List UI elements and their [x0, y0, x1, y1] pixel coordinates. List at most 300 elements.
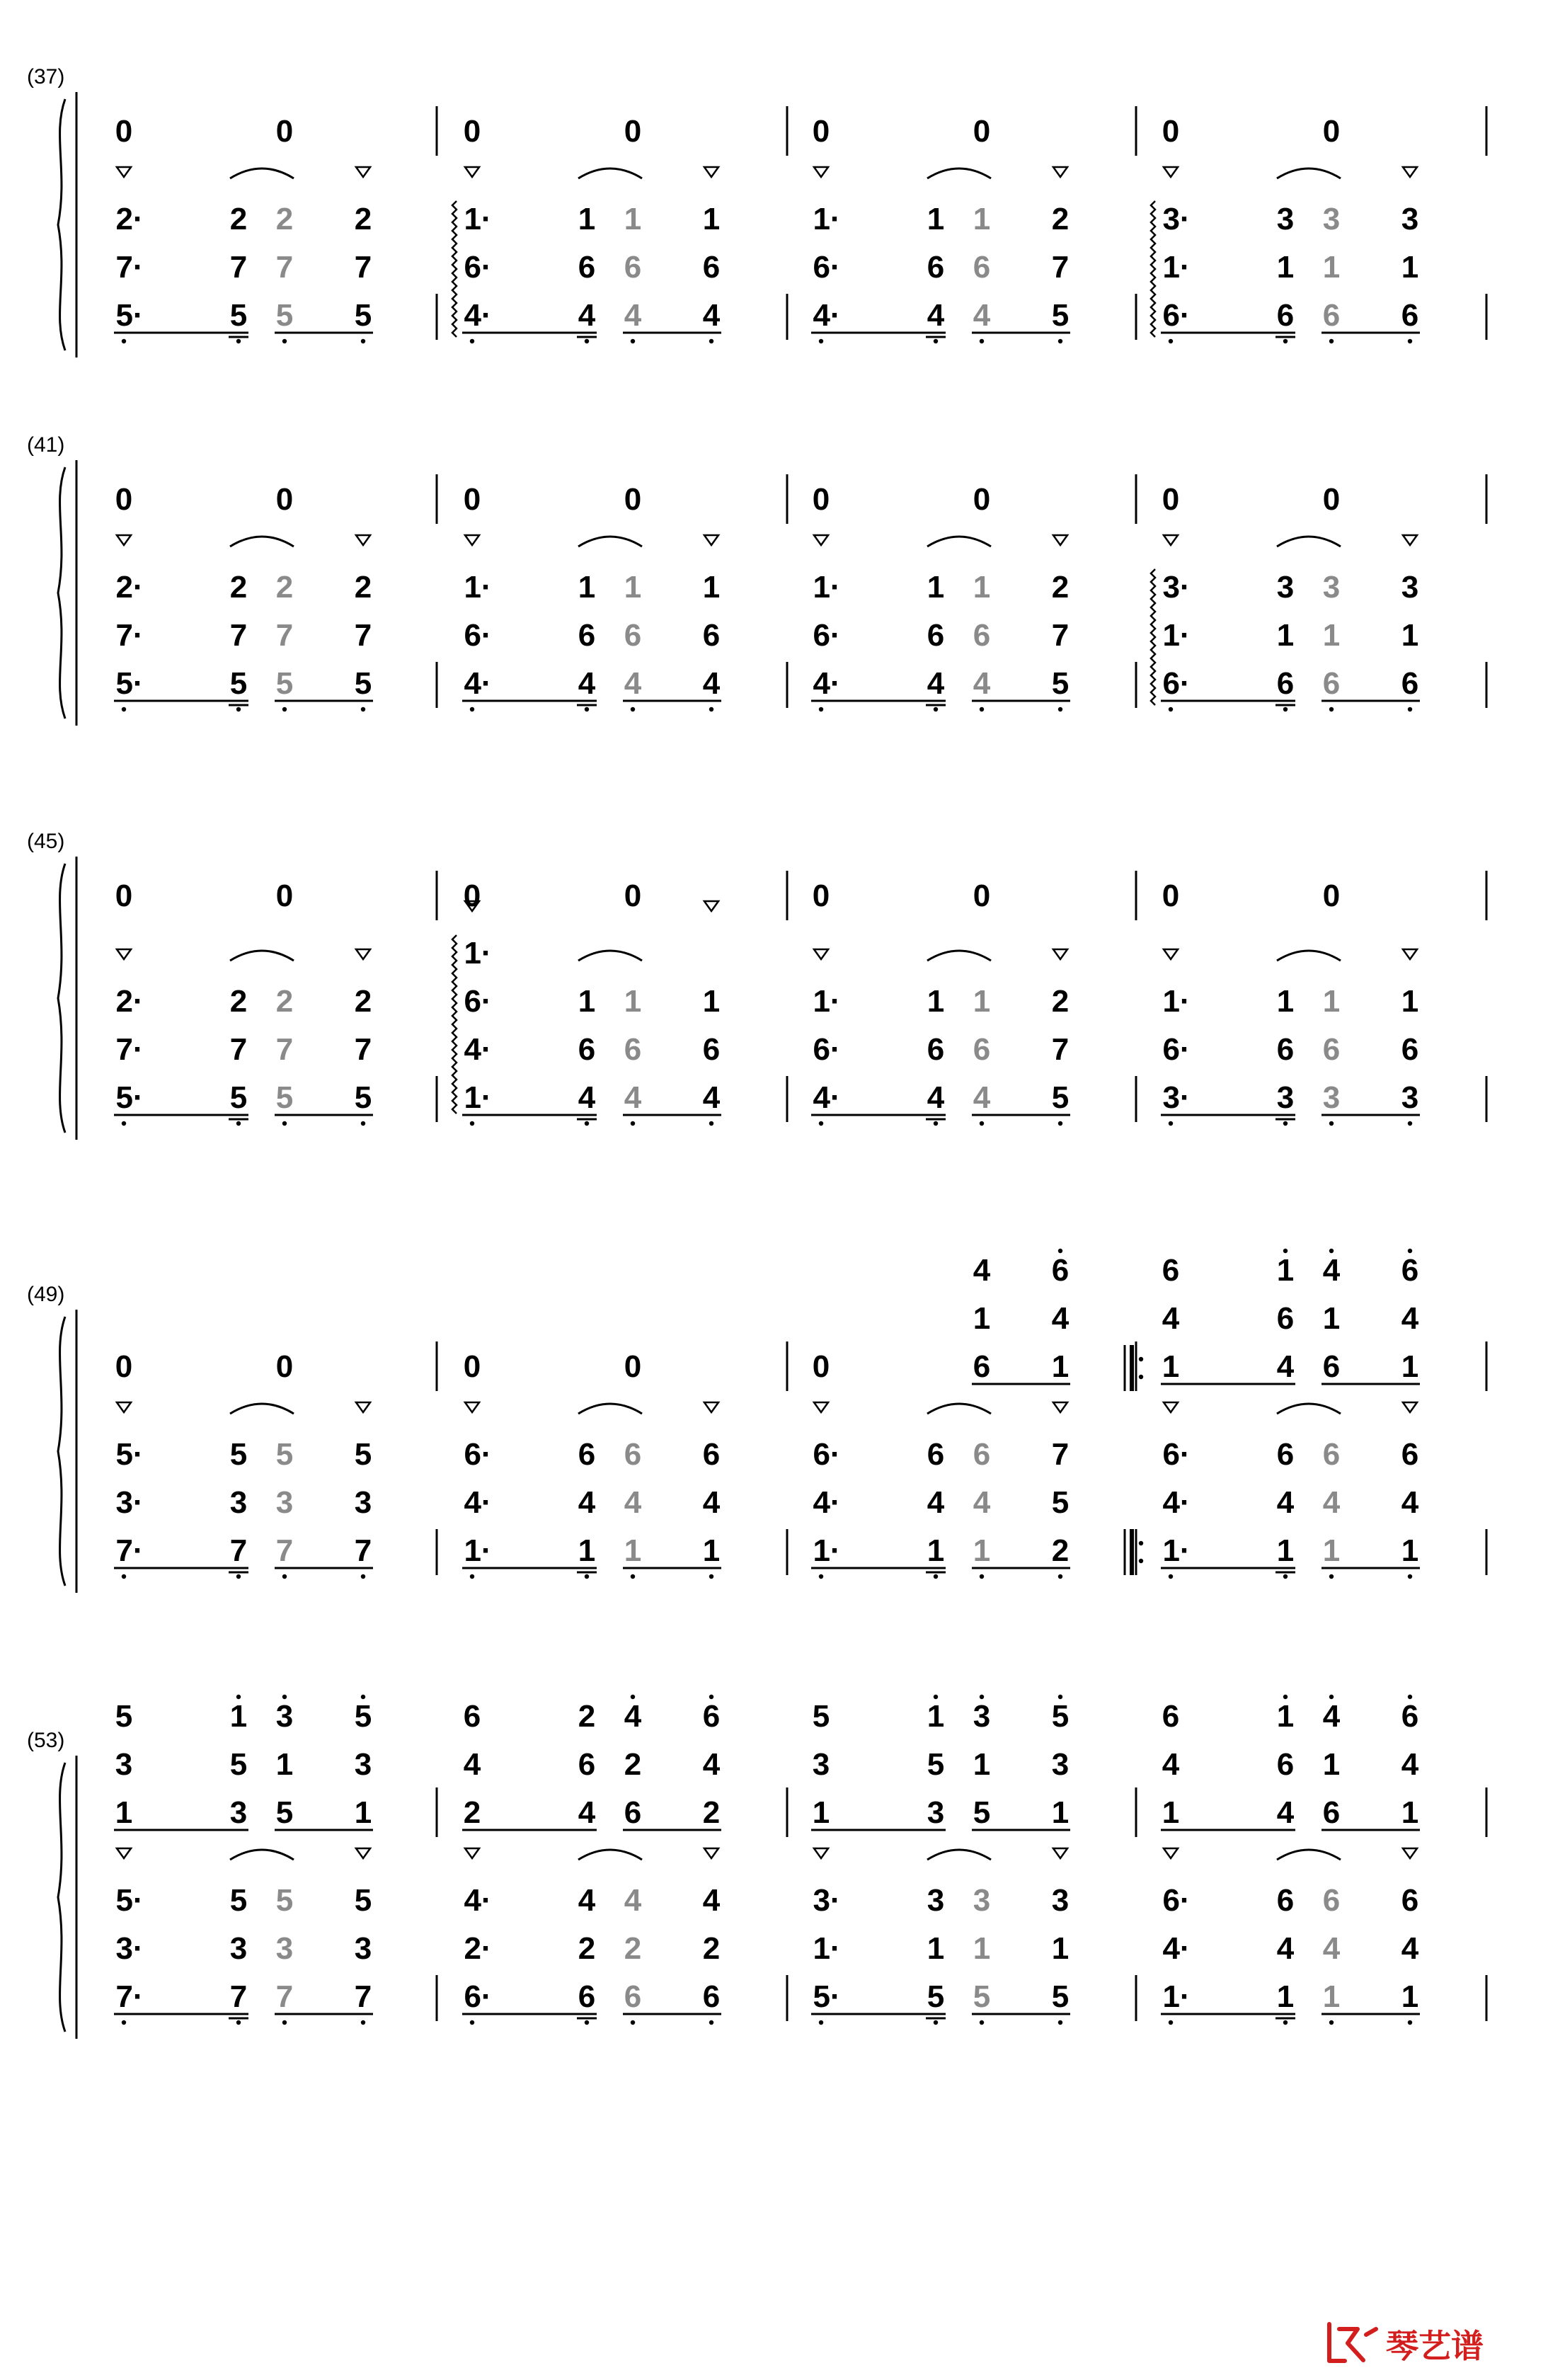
chord-note: 3: [275, 1699, 294, 1734]
low-octave-dot: [709, 339, 713, 343]
note: 4·: [813, 1080, 841, 1115]
high-octave-dot: [1329, 1249, 1334, 1253]
note: 7: [1051, 250, 1070, 285]
low-octave-dot: [122, 2020, 126, 2025]
tied-note: 2: [275, 202, 294, 236]
note: 5·: [115, 1080, 144, 1115]
tied-note: 3: [1322, 570, 1341, 605]
chord-note: 6: [578, 1747, 596, 1782]
brace: [58, 1763, 65, 2032]
low-octave-dot: [282, 339, 287, 343]
lower-measure: [811, 1402, 1070, 1579]
tied-note: 1: [1322, 250, 1341, 285]
lower-measure: [114, 949, 373, 1126]
accent-triangle-icon: [1403, 535, 1417, 545]
brand-logo: [1329, 2324, 1484, 2364]
lower-measure: [462, 535, 721, 711]
note: 2: [1051, 984, 1070, 1019]
tied-note: 5: [275, 666, 294, 701]
brace: [58, 864, 65, 1133]
accent-triangle-icon: [1164, 1848, 1178, 1858]
rest-zero: 0: [115, 482, 133, 517]
accent-triangle-icon: [1164, 167, 1178, 177]
note: 4·: [464, 1485, 492, 1520]
repeat-dot: [1139, 1559, 1143, 1563]
low-octave-dot: [709, 2020, 713, 2025]
lower-measure: [811, 167, 1070, 343]
note: 1·: [1162, 1979, 1191, 2014]
lower-measure: [114, 1402, 373, 1579]
upper-measure: [115, 114, 293, 149]
note: 2: [354, 202, 372, 236]
tie-arc: [578, 951, 642, 961]
low-octave-dot: [709, 1121, 713, 1126]
upper-measure: [811, 1695, 1070, 1830]
tie-arc: [230, 168, 294, 178]
note: 2: [229, 202, 248, 236]
accent-triangle-icon: [704, 1848, 718, 1858]
low-octave-dot: [1329, 1574, 1334, 1579]
tie-arc: [927, 951, 991, 961]
note: 3: [927, 1883, 945, 1918]
low-octave-dot: [282, 1121, 287, 1126]
note: 7: [229, 1533, 248, 1568]
tied-note: 7: [275, 618, 294, 653]
system-3: [27, 830, 1486, 1140]
note: 3: [1276, 202, 1295, 236]
tied-note: 1: [973, 1931, 991, 1966]
accent-triangle-icon: [1164, 1402, 1178, 1412]
note: 1: [1401, 984, 1419, 1019]
accent-triangle-icon: [1403, 949, 1417, 959]
low-octave-dot: [585, 1574, 589, 1579]
note: 4: [578, 1485, 596, 1520]
lower-measure: [1161, 949, 1420, 1126]
note: 7·: [115, 250, 144, 285]
low-octave-dot: [585, 707, 589, 711]
tie-arc: [1277, 537, 1341, 547]
tied-note: 4: [624, 1080, 642, 1115]
note: 1·: [813, 1533, 841, 1568]
chord-note: 1: [927, 1699, 945, 1734]
note: 3: [1401, 570, 1419, 605]
arpeggio-squiggle: [1151, 569, 1155, 705]
note: 6: [578, 1032, 596, 1067]
note: 4·: [464, 298, 492, 333]
note: 6: [927, 1032, 945, 1067]
note: 1: [702, 1533, 721, 1568]
chord-note: 3: [229, 1795, 248, 1830]
note: 5: [1051, 1485, 1070, 1520]
tie-arc: [1277, 1850, 1341, 1860]
note: 1: [578, 984, 596, 1019]
chord-note: 1: [1276, 1699, 1295, 1734]
note: 2: [229, 984, 248, 1019]
chord-note: 6: [1401, 1253, 1419, 1288]
chord-note: 6: [1162, 1253, 1180, 1288]
tied-note: 1: [1322, 1979, 1341, 2014]
upper-measure: [1162, 114, 1340, 149]
note: 6: [927, 1437, 945, 1472]
arpeggio-squiggle: [1151, 201, 1155, 337]
note: 1·: [464, 202, 492, 236]
upper-measure: [813, 879, 990, 913]
accent-triangle-icon: [356, 949, 370, 959]
chord-note: 3: [927, 1795, 945, 1830]
arpeggio-squiggle: [452, 935, 457, 1114]
note: 6·: [464, 618, 492, 653]
lower-measure: [1151, 535, 1420, 711]
lower-measure: [462, 1848, 721, 2025]
note: 6: [702, 618, 721, 653]
accent-triangle-icon: [356, 167, 370, 177]
note: 4·: [464, 666, 492, 701]
lower-measure: [811, 535, 1070, 711]
note: 5: [229, 1883, 248, 1918]
low-octave-dot: [361, 1121, 365, 1126]
tied-note: 1: [1322, 618, 1341, 653]
upper-measure: [464, 879, 641, 913]
note: 7: [354, 1533, 372, 1568]
system-5: [27, 1695, 1486, 2039]
note: 6·: [464, 1437, 492, 1472]
rest-zero: 0: [1162, 114, 1180, 149]
note: 3·: [813, 1883, 841, 1918]
chord-note: 4: [702, 1747, 721, 1782]
chord-note: 1: [275, 1747, 294, 1782]
low-octave-dot: [1058, 339, 1062, 343]
note: 3: [1401, 202, 1419, 236]
note: 6: [1276, 298, 1295, 333]
measure-number: (53): [27, 1729, 65, 1752]
accent-triangle-icon: [465, 535, 479, 545]
brace: [58, 467, 65, 719]
note: 7: [229, 250, 248, 285]
low-octave-dot: [236, 2020, 241, 2025]
chord-note: 1: [115, 1795, 133, 1830]
note: 2·: [115, 984, 144, 1019]
accent-triangle-icon: [1053, 167, 1067, 177]
note: 4·: [813, 1485, 841, 1520]
low-octave-dot: [236, 339, 241, 343]
low-octave-dot: [1408, 339, 1412, 343]
rest-zero: 0: [275, 114, 294, 149]
upper-measure: [115, 879, 293, 913]
note: 5: [229, 1437, 248, 1472]
low-octave-dot: [282, 707, 287, 711]
accent-triangle-icon: [1053, 949, 1067, 959]
note: 5·: [115, 1883, 144, 1918]
chord-note: 2: [578, 1699, 596, 1734]
note: 4: [1276, 1931, 1295, 1966]
note: 1: [1401, 618, 1419, 653]
arpeggio-squiggle: [452, 201, 457, 337]
note: 4: [1401, 1485, 1419, 1520]
tied-note: 1: [973, 1533, 991, 1568]
note: 4: [578, 1883, 596, 1918]
low-octave-dot: [236, 1574, 241, 1579]
note: 6: [578, 618, 596, 653]
note: 6·: [1162, 1032, 1191, 1067]
note: 6: [1401, 1032, 1419, 1067]
rest-zero: 0: [463, 1349, 481, 1384]
note: 3·: [115, 1485, 144, 1520]
note: 4: [578, 1080, 596, 1115]
tied-note: 3: [973, 1883, 991, 1918]
note: 5·: [115, 298, 144, 333]
repeat-dot: [1139, 1541, 1143, 1545]
upper-measure: [1125, 1249, 1420, 1391]
chord-note: 4: [624, 1699, 642, 1734]
note: 5: [229, 666, 248, 701]
chord-note: 1: [229, 1699, 248, 1734]
low-octave-dot: [1169, 1121, 1173, 1126]
note: 2: [354, 570, 372, 605]
high-octave-dot: [934, 1695, 938, 1699]
system-4: [27, 1249, 1486, 1593]
chord-note: 1: [1401, 1349, 1419, 1384]
system-1: [27, 65, 1486, 357]
tie-arc: [230, 537, 294, 547]
low-octave-dot: [122, 1121, 126, 1126]
accent-triangle-icon: [117, 167, 131, 177]
low-octave-dot: [631, 1121, 635, 1126]
low-octave-dot: [470, 1574, 474, 1579]
note: 2: [354, 984, 372, 1019]
lower-measure: [811, 1848, 1070, 2025]
low-octave-dot: [1058, 707, 1062, 711]
high-octave-dot: [1283, 1249, 1288, 1253]
note: 7: [229, 1032, 248, 1067]
chord-note: 1: [1322, 1747, 1341, 1782]
note: 7·: [115, 1032, 144, 1067]
note: 3·: [1162, 570, 1191, 605]
low-octave-dot: [122, 339, 126, 343]
chord-note: 6: [463, 1699, 481, 1734]
tied-note: 7: [275, 1979, 294, 2014]
chord-note: 3: [812, 1747, 830, 1782]
chord-note: 4: [1162, 1301, 1180, 1336]
rest-zero: 0: [812, 879, 830, 913]
lower-measure: [1151, 167, 1420, 343]
note: 7: [354, 1032, 372, 1067]
note: 4·: [1162, 1931, 1191, 1966]
chord-note: 5: [275, 1795, 294, 1830]
low-octave-dot: [980, 339, 984, 343]
low-octave-dot: [1283, 707, 1288, 711]
note: 2: [1051, 570, 1070, 605]
note: 6: [702, 1437, 721, 1472]
chord-note: 4: [1401, 1747, 1419, 1782]
upper-measure: [464, 1349, 641, 1384]
note: 4: [927, 1080, 945, 1115]
accent-triangle-icon: [814, 1848, 828, 1858]
note: 1·: [813, 570, 841, 605]
note: 5: [354, 1080, 372, 1115]
note: 3: [354, 1931, 372, 1966]
low-octave-dot: [631, 707, 635, 711]
note: 7·: [115, 1533, 144, 1568]
low-octave-dot: [1329, 707, 1334, 711]
high-octave-dot: [1408, 1695, 1412, 1699]
note: 1: [1276, 984, 1295, 1019]
chord-note: 3: [1051, 1747, 1070, 1782]
rest-zero: 0: [1162, 482, 1180, 517]
low-octave-dot: [361, 707, 365, 711]
note: 4: [702, 666, 721, 701]
rest-zero: 0: [275, 879, 294, 913]
tied-note: 1: [624, 984, 642, 1019]
note: 2: [229, 570, 248, 605]
note: 7: [229, 618, 248, 653]
note: 1: [927, 984, 945, 1019]
tie-arc: [927, 1850, 991, 1860]
note: 5: [354, 1437, 372, 1472]
tied-note: 1: [973, 984, 991, 1019]
note: 5: [1051, 1979, 1070, 2014]
chord-note: 6: [1401, 1699, 1419, 1734]
note: 5: [354, 298, 372, 333]
note: 5: [1051, 298, 1070, 333]
measure-number: (41): [27, 433, 65, 457]
tie-arc: [578, 168, 642, 178]
accent-triangle-icon: [814, 167, 828, 177]
chord-note: 1: [1051, 1349, 1070, 1384]
low-octave-dot: [934, 2020, 938, 2025]
upper-measure: [115, 1349, 293, 1384]
low-octave-dot: [819, 2020, 823, 2025]
note: 1: [927, 1533, 945, 1568]
note: 1: [927, 202, 945, 236]
rest-zero: 0: [275, 1349, 294, 1384]
tied-note: 3: [1322, 202, 1341, 236]
note: 7: [1051, 1437, 1070, 1472]
accent-triangle-icon: [465, 1848, 479, 1858]
note: 6·: [1162, 1437, 1191, 1472]
low-octave-dot: [236, 1121, 241, 1126]
chord-note: 6: [624, 1795, 642, 1830]
accent-triangle-icon: [117, 1848, 131, 1858]
note: 6·: [813, 1437, 841, 1472]
accent-triangle-icon: [704, 1402, 718, 1412]
low-octave-dot: [236, 707, 241, 711]
note: 4: [927, 1485, 945, 1520]
note: 4: [702, 1080, 721, 1115]
tied-note: 6: [1322, 298, 1341, 333]
note: 1: [702, 570, 721, 605]
tied-note: 1: [624, 202, 642, 236]
note: 5: [1051, 1080, 1070, 1115]
note: 7: [354, 618, 372, 653]
accent-triangle-icon: [1053, 1402, 1067, 1412]
note: 6·: [1162, 1883, 1191, 1918]
low-octave-dot: [361, 339, 365, 343]
chord-note: 5: [812, 1699, 830, 1734]
rest-zero: 0: [463, 482, 481, 517]
chord-note: 5: [354, 1699, 372, 1734]
tied-note: 4: [624, 666, 642, 701]
lower-measure: [452, 901, 721, 1126]
accent-triangle-icon: [704, 167, 718, 177]
system-2: [27, 433, 1486, 726]
accent-triangle-icon: [1053, 1848, 1067, 1858]
note: 5: [927, 1979, 945, 2014]
low-octave-dot: [1329, 2020, 1334, 2025]
chord-note: 6: [1322, 1795, 1341, 1830]
tied-note: 6: [1322, 1437, 1341, 1472]
tied-note: 4: [973, 298, 991, 333]
note: 1: [578, 570, 596, 605]
chord-note: 4: [578, 1795, 596, 1830]
note: 7: [1051, 1032, 1070, 1067]
tie-arc: [1277, 1404, 1341, 1414]
note: 6·: [813, 1032, 841, 1067]
low-octave-dot: [1283, 339, 1288, 343]
chord-note: 4: [463, 1747, 481, 1782]
tie-arc: [230, 1404, 294, 1414]
low-octave-dot: [980, 1574, 984, 1579]
note: 6·: [464, 1979, 492, 2014]
note: 6: [702, 250, 721, 285]
tie-arc: [1277, 951, 1341, 961]
note: 1·: [464, 936, 492, 971]
accent-triangle-icon: [814, 535, 828, 545]
note: 6: [578, 1979, 596, 2014]
systems: [27, 65, 1486, 2039]
note: 3: [354, 1485, 372, 1520]
tied-note: 6: [624, 1437, 642, 1472]
chord-note: 6: [1162, 1699, 1180, 1734]
low-octave-dot: [1058, 1574, 1062, 1579]
note: 3: [1051, 1883, 1070, 1918]
rest-zero: 0: [624, 1349, 642, 1384]
note: 5: [229, 1080, 248, 1115]
tied-note: 4: [624, 298, 642, 333]
chord-note: 6: [702, 1699, 721, 1734]
note: 4: [702, 1883, 721, 1918]
tied-note: 4: [624, 1883, 642, 1918]
accent-triangle-icon: [1403, 167, 1417, 177]
upper-measure: [813, 1249, 1070, 1384]
accent-triangle-icon: [356, 1402, 370, 1412]
low-octave-dot: [122, 707, 126, 711]
chord-note: 5: [973, 1795, 991, 1830]
upper-measure: [1162, 482, 1340, 517]
tied-note: 6: [973, 1032, 991, 1067]
tied-note: 5: [973, 1979, 991, 2014]
note: 2: [702, 1931, 721, 1966]
tied-note: 4: [973, 666, 991, 701]
note: 5: [354, 1883, 372, 1918]
note: 4·: [813, 298, 841, 333]
note: 4: [927, 666, 945, 701]
chord-note: 3: [354, 1747, 372, 1782]
chord-note: 3: [973, 1699, 991, 1734]
tie-arc: [927, 537, 991, 547]
chord-note: 6: [973, 1349, 991, 1384]
accent-triangle-icon: [704, 535, 718, 545]
low-octave-dot: [1058, 1121, 1062, 1126]
chord-note: 6: [1276, 1301, 1295, 1336]
chord-note: 1: [973, 1301, 991, 1336]
tied-note: 6: [973, 250, 991, 285]
accent-triangle-icon: [704, 901, 718, 911]
tied-note: 6: [624, 250, 642, 285]
tied-note: 6: [973, 618, 991, 653]
high-octave-dot: [709, 1695, 713, 1699]
lower-measure: [1161, 1848, 1420, 2025]
tied-note: 7: [275, 250, 294, 285]
